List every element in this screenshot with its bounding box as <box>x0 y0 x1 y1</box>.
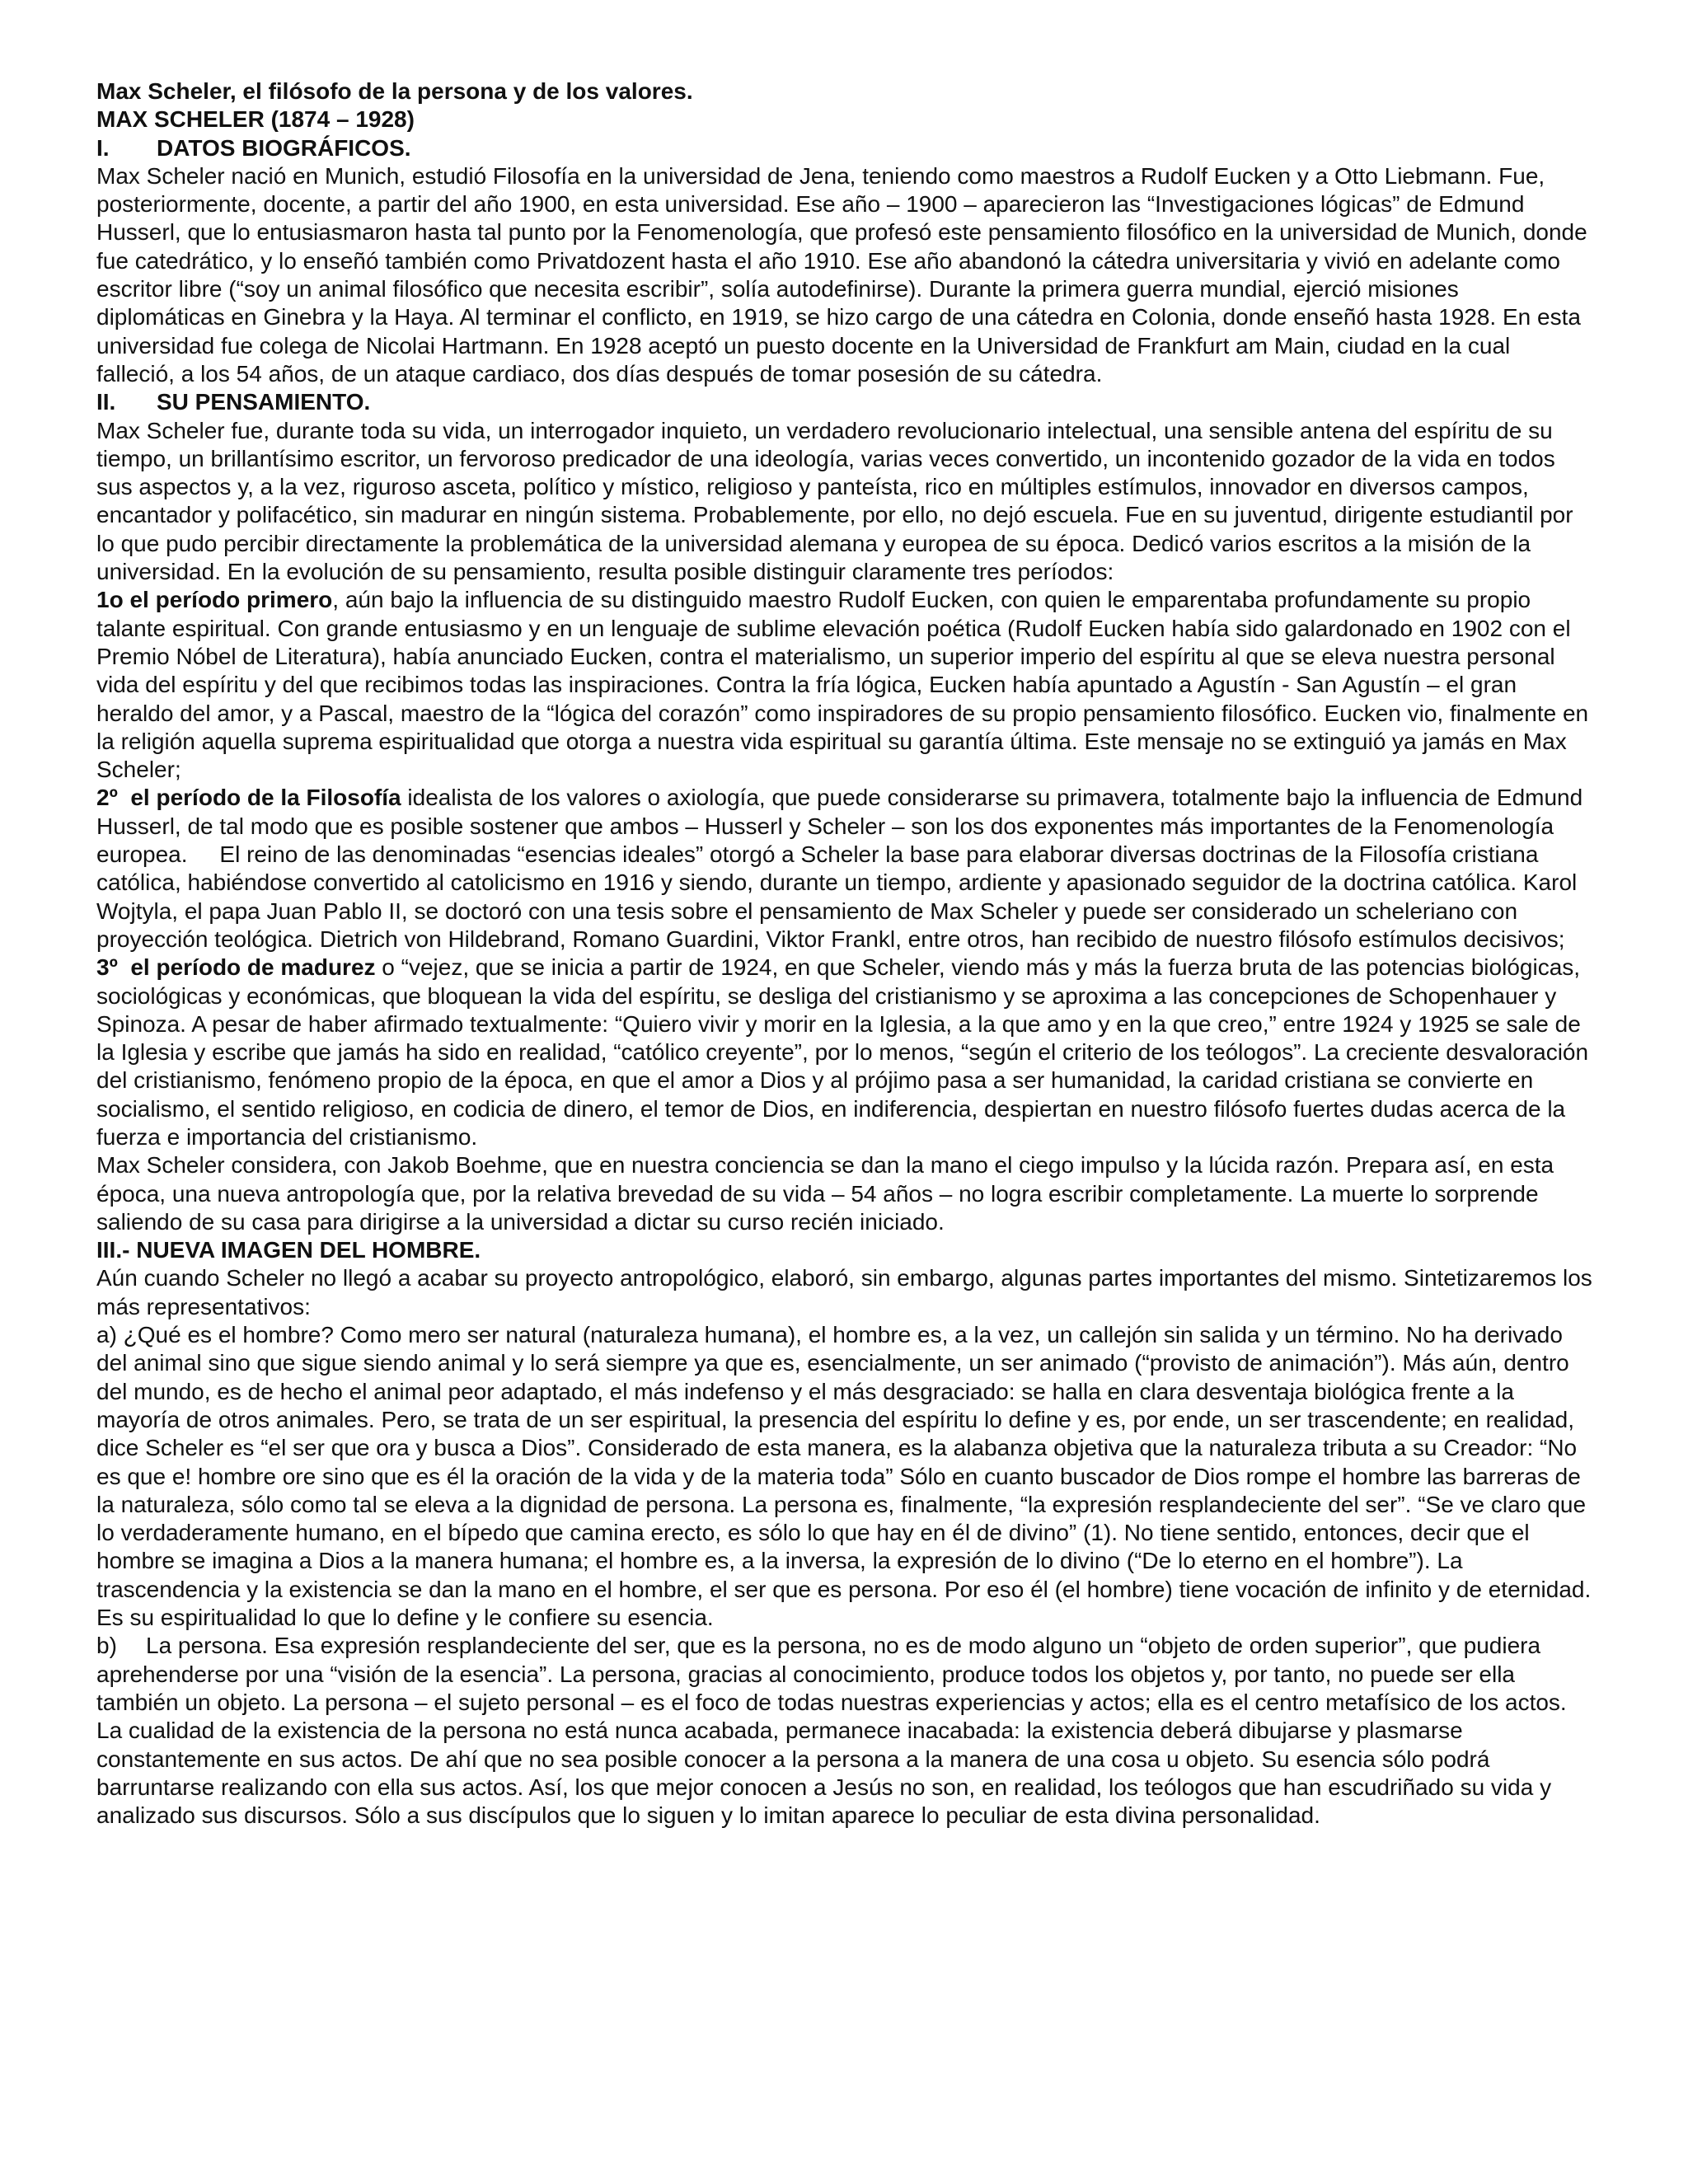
section-3-paragraph: Aún cuando Scheler no llegó a acabar su proyecto antropológico, elaboró, sin embargo, algunas partes importantes del mismo. Sintetizaremos los más representativos: <box>96 1265 1592 1319</box>
period-2-label: 2º el período de la Filosofía <box>96 785 401 811</box>
section-2-number: II. <box>96 389 116 415</box>
document-title: Max Scheler, el filósofo de la persona y de los valores. <box>96 78 693 104</box>
period-1-paragraph <box>96 586 1592 784</box>
period-3-label: 3º el período de madurez <box>96 954 376 981</box>
section-2-paragraph: Max Scheler fue, durante toda su vida, un interrogador inquieto, un verdadero revolucionario intelectual, una sensible antena del espíritu de su tiempo, un brillantísimo escritor, un fervoroso predicador de una ideología, varias veces convertido, un incontenido gozador de la vida en todos sus aspectos y, a la vez, riguroso asceta, político y místico, religioso y panteísta, rico en múltiples estímulos, innovador en diversos campos, encantador y polifacético, sin madurar en ningún sistema. Probablemente, por ello, no dejó escuela. Fue en su juventud, dirigente estudiantil por lo que pudo percibir directamente la problemática de la universidad alemana y europea de su época. Dedicó varios escritos a la misión de la universidad. En la evolución de su pensamiento, resulta posible distinguir claramente tres períodos: <box>96 417 1573 585</box>
section-2-title: SU PENSAMIENTO. <box>157 389 371 415</box>
section-1-paragraph: Max Scheler nació en Munich, estudió Filosofía en la universidad de Jena, teniendo como maestros a Rudolf Eucken y a Otto Liebmann. Fue, posteriormente, docente, a partir del año 1900, en esta universidad. Ese año – 1900 – aparecieron las “Investigaciones lógicas” de Edmund Husserl, que lo entusiasmaron hasta tal punto por la Fenomenología, que profesó este pensamiento filosófico en la universidad de Munich, donde fue catedrático, y lo enseñó también como Privatdozent hasta el año 1910. Ese año abandonó la cátedra universitaria y vivió en adelante como escritor libre (“soy un animal filosófico que necesita escribir”, solía autodefinirse). Durante la primera guerra mundial, ejerció misiones diplomáticas en Ginebra y la Haya. Al terminar el conflicto, en 1919, se hizo cargo de una cátedra en Colonia, donde enseñó hasta 1928. En esta universidad fue colega de Nicolai Hartmann. En 1928 aceptó un puesto docente en la Universidad de Frankfurt am Main, ciudad en la cual falleció, a los 54 años, de un ataque cardiaco, dos días después de tomar posesión de su cátedra. <box>96 162 1587 387</box>
item-a-paragraph: a) ¿Qué es el hombre? Como mero ser natural (naturaleza humana), el hombre es, a la vez, un callejón sin salida y un término. No ha derivado del animal sino que sigue siendo animal y lo será siempre ya que es, esencialmente, un ser animado (“provisto de animación”). Más aún, dentro del mundo, es de hecho el animal peor adaptado, el más indefenso y el más desgraciado: se halla en clara desventaja biológica frente a la mayoría de otros animales. Pero, se trata de un ser espiritual, la presencia del espíritu lo define y es, por ende, un ser trascendente; en realidad, dice Scheler es “el ser que ora y busca a Dios”. Considerado de esta manera, es la alabanza objetiva que la naturaleza tributa a su Creador: “No es que e! hombre ore sino que es él la oración de la vida y de la materia toda” Sólo en cuanto buscador de Dios rompe el hombre las barreras de la naturaleza, sólo como tal se eleva a la dignidad de persona. La persona es, finalmente, “la expresión resplandeciente del ser”. “Se ve claro que lo verdaderamente humano, en el bípedo que camina erecto, es sólo lo que hay en él de divino” (1). No tiene sentido, entonces, decir que el hombre se imagina a Dios a la manera humana; el hombre es, a la inversa, la expresión de lo divino (“De lo eterno en el hombre”). La trascendencia y la existencia se dan la mano en el hombre, el ser que es persona. Por eso él (el hombre) tiene vocación de infinito y de eternidad. Es su espiritualidad lo que lo define y le confiere su esencia. <box>96 1322 1592 1631</box>
period-2-text: idealista de los valores o axiología, que puede considerarse su primavera, totalmente bajo la influencia de Edmund Husserl, de tal modo que es posible sostener que ambos – Husserl y Scheler – son los dos exponentes más importantes de la Fenomenología europea. El reino de las denominadas “esencias ideales” otorgó a Scheler la base para elaborar diversas doctrinas de la Filosofía cristiana católica, habiéndose convertido al catolicismo en 1916 y siendo, durante un tiempo, ardiente y apasionado seguidor de la doctrina católica. Karol Wojtyla, el papa Juan Pablo II, se doctoró con una tesis sobre el pensamiento de Max Scheler y puede ser considerado un scheleriano con proyección teológica. Dietrich von Hildebrand, Romano Guardini, Viktor Frankl, entre otros, han recibido de nuestro filósofo estímulos decisivos; <box>96 785 1589 952</box>
period-3-text: o “vejez, que se inicia a partir de 1924, en que Scheler, viendo más y más la fuerza bruta de las potencias biológicas, sociológicas y económicas, que bloquean la vida del espíritu, se desliga del cristianismo y se aproxima a las concepciones de Schopenhauer y Spinoza. A pesar de haber afirmado textualmente: “Quiero vivir y morir en la Iglesia, a la que amo y en la que creo,” entre 1924 y 1925 se sale de la Iglesia y escribe que jamás ha sido en realidad, “católico creyente”, por lo menos, “según el criterio de los teólogos”. La creciente desvaloración del cristianismo, fenómeno propio de la época, en que el amor a Dios y al prójimo pasa a ser humanidad, la caridad cristiana se convierte en socialismo, el sentido religioso, en codicia de dinero, el temor de Dios, en indiferencia, despiertan en nuestro filósofo fuertes dudas acerca de la fuerza e importancia del cristianismo. <box>96 954 1589 1150</box>
section-1-number: I. <box>96 134 110 161</box>
section-3-heading: III.- NUEVA IMAGEN DEL HOMBRE. <box>96 1237 481 1263</box>
period-3-paragraph <box>96 954 1592 1151</box>
item-b-label: b) <box>96 1633 117 1659</box>
period-1-label: 1o el período primero <box>96 587 333 613</box>
period-1-text: , aún bajo la influencia de su distinguido maestro Rudolf Eucken, con quien le emparentaba profundamente su propio talante espiritual. Con grande entusiasmo y en un lenguaje de sublime elevación poética (Rudolf Eucken había sido galardonado en 1902 con el Premio Nóbel de Literatura), había anunciado Eucken, contra el materialismo, un superior imperio del espíritu al que se eleva nuestra personal vida del espíritu y del que recibimos todas las inspiraciones. Contra la fría lógica, Eucken había apuntado a Agustín - San Agustín – el gran heraldo del amor, y a Pascal, maestro de la “lógica del corazón” como inspiradores de su propio pensamiento filosófico. Eucken vio, finalmente en la religión aquella suprema espiritualidad que otorga a nuestra vida espiritual su garantía última. Este mensaje no se extinguió ya jamás en Max Scheler; <box>96 587 1589 783</box>
document-subtitle: MAX SCHELER (1874 – 1928) <box>96 106 415 133</box>
item-b-paragraph <box>96 1632 1592 1830</box>
section-1-heading <box>96 134 1592 162</box>
section-2-final-paragraph: Max Scheler considera, con Jakob Boehme, que en nuestra conciencia se dan la mano el ciego impulso y la lúcida razón. Prepara así, en esta época, una nueva antropología que, por la relativa brevedad de su vida – 54 años – no logra escribir completamente. La muerte lo sorprende saliendo de su casa para dirigirse a la universidad a dictar su curso recién iniciado. <box>96 1152 1554 1235</box>
period-2-paragraph <box>96 784 1592 954</box>
section-1-title: DATOS BIOGRÁFICOS. <box>157 134 411 161</box>
section-2-heading <box>96 388 1592 416</box>
document-page <box>96 77 1592 1830</box>
item-b-text: La persona. Esa expresión resplandeciente del ser, que es la persona, no es de modo alguno un “objeto de orden superior”, que pudiera aprehenderse por una “visión de la esencia”. La persona, gracias al conocimiento, produce todos los objetos y, por tanto, no puede ser ella también un objeto. La persona – el sujeto personal – es el foco de todas nuestras experiencias y actos; ella es el centro metafísico de los actos. La cualidad de la existencia de la persona no está nunca acabada, permanece inacabada: la existencia deberá dibujarse y plasmarse constantemente en sus actos. De ahí que no sea posible conocer a la persona a la manera de una cosa u objeto. Su esencia sólo podrá barruntarse realizando con ella sus actos. Así, los que mejor conocen a Jesús no son, en realidad, los teólogos que han escudriñado su vida y analizado sus discursos. Sólo a sus discípulos que lo siguen y lo imitan aparece lo peculiar de esta divina personalidad. <box>96 1633 1567 1829</box>
